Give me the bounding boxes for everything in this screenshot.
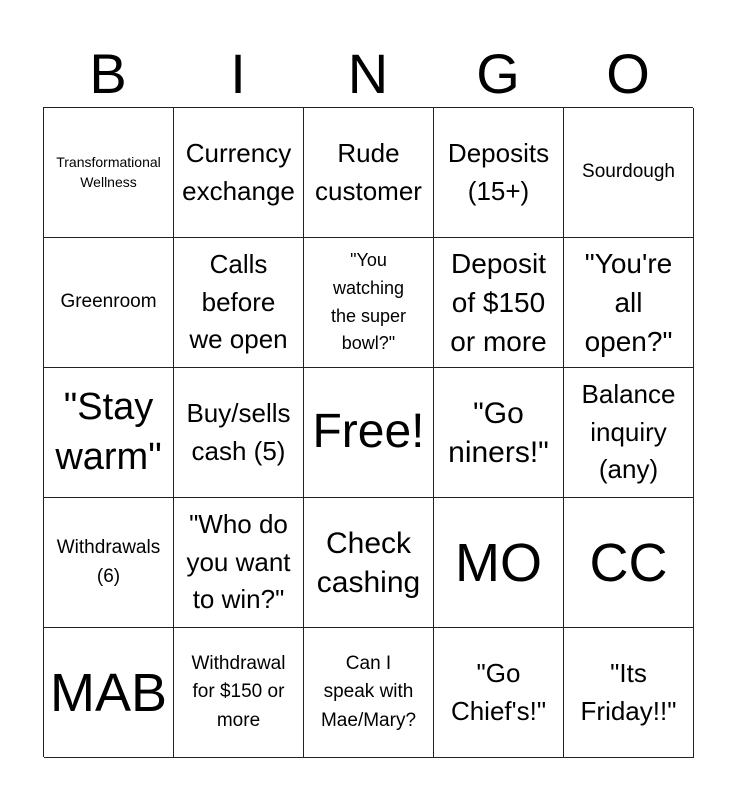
header-letter-b: B	[89, 42, 127, 105]
bingo-cell-r3-c1[interactable]	[44, 368, 174, 498]
header-letter-i: I	[230, 42, 246, 105]
bingo-cell-label: Balance inquiry (any)	[581, 378, 676, 485]
bingo-cell-r4-c4[interactable]	[434, 498, 564, 628]
bingo-cell-label: Currency exchange	[182, 137, 295, 206]
bingo-cell-label: Rude customer	[315, 137, 422, 206]
header-letter-g: G	[476, 42, 520, 105]
bingo-cell-label: Greenroom	[60, 291, 157, 313]
bingo-cell-r2-c5[interactable]	[564, 238, 694, 368]
bingo-cell-r1-c2[interactable]	[174, 108, 304, 238]
bingo-cell-label: Calls before we open	[189, 248, 288, 355]
bingo-cell-r1-c4[interactable]	[434, 108, 564, 238]
bingo-cell-r4-c3[interactable]	[304, 498, 434, 628]
bingo-cell-label: MO	[455, 532, 542, 593]
bingo-cell-label: "Who do you want to win?"	[186, 508, 291, 615]
bingo-cell-r5-c3[interactable]	[304, 628, 434, 758]
bingo-cell-label: Withdrawal for $150 or more	[191, 652, 286, 731]
bingo-cell-r1-c3[interactable]	[304, 108, 434, 238]
bingo-cell-r5-c5[interactable]	[564, 628, 694, 758]
bingo-cell-r1-c1[interactable]	[44, 108, 174, 238]
bingo-cell-label: CC	[589, 532, 668, 593]
bingo-cell-r1-c5[interactable]	[564, 108, 694, 238]
bingo-cell-label: Can I speak with Mae/Mary?	[320, 652, 417, 731]
bingo-cell-label: "You watching the super bowl?"	[330, 249, 407, 354]
bingo-cell-label: Buy/sells cash (5)	[186, 397, 291, 466]
bingo-cell-label: "Stay warm"	[55, 386, 162, 478]
bingo-cell-r3-c3[interactable]	[304, 368, 434, 498]
bingo-cell-r2-c4[interactable]	[434, 238, 564, 368]
bingo-cell-r5-c2[interactable]	[174, 628, 304, 758]
bingo-cell-label: Free!	[312, 405, 425, 459]
bingo-cell-r4-c5[interactable]	[564, 498, 694, 628]
bingo-cell-r5-c4[interactable]	[434, 628, 564, 758]
bingo-cell-label: "Go niners!"	[448, 396, 549, 469]
bingo-cell-label: "You're all open?"	[584, 247, 673, 358]
header-letter-o: O	[606, 42, 650, 105]
bingo-header	[43, 40, 693, 108]
bingo-cell-r2-c3[interactable]	[304, 238, 434, 368]
bingo-cell-label: "Its Friday!!"	[580, 657, 677, 726]
bingo-cell-label: "Go Chief's!"	[450, 657, 547, 726]
bingo-cell-r4-c1[interactable]	[44, 498, 174, 628]
bingo-cell-r4-c2[interactable]	[174, 498, 304, 628]
bingo-cell-label: Withdrawals (6)	[56, 537, 161, 587]
header-letter-n: N	[347, 42, 389, 105]
bingo-card-grid	[43, 107, 693, 757]
bingo-cell-label: Deposits (15+)	[447, 137, 550, 206]
bingo-cell-r3-c5[interactable]	[564, 368, 694, 498]
bingo-cell-label: Sourdough	[582, 161, 675, 183]
bingo-cell-label: Transformational Wellness	[56, 153, 161, 190]
bingo-cell-r2-c2[interactable]	[174, 238, 304, 368]
bingo-cell-label: Check cashing	[316, 526, 421, 599]
bingo-cell-r3-c4[interactable]	[434, 368, 564, 498]
bingo-cell-r5-c1[interactable]	[44, 628, 174, 758]
bingo-cell-r3-c2[interactable]	[174, 368, 304, 498]
bingo-cell-label: Deposit of $150 or more	[450, 247, 547, 358]
bingo-cell-r2-c1[interactable]	[44, 238, 174, 368]
bingo-cell-label: MAB	[49, 662, 168, 723]
